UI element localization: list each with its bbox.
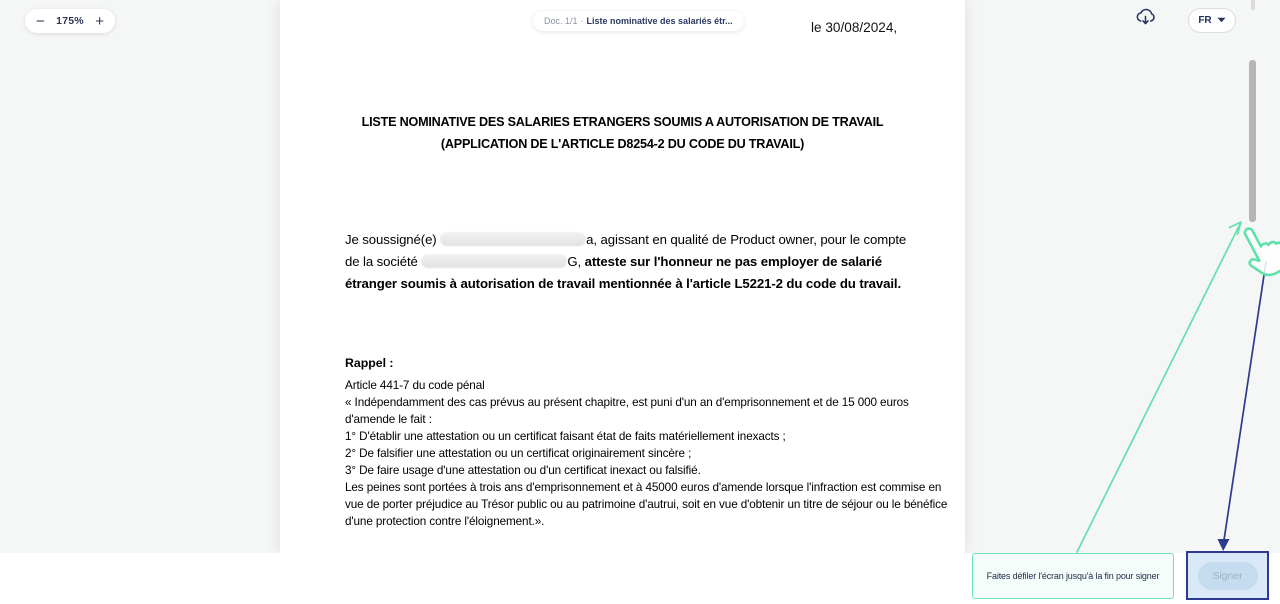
scroll-hint-tooltip: Faites défiler l'écran jusqu'à la fin pour signer <box>972 553 1174 599</box>
document-counter-badge <box>533 11 744 31</box>
cloud-download-icon <box>1134 7 1157 35</box>
zoom-out-button[interactable]: − <box>36 12 45 30</box>
document-intro-paragraph <box>345 229 906 295</box>
scrollbar-top-stub <box>1251 0 1255 10</box>
zoom-control <box>25 9 115 33</box>
text-line: 3° De faire usage d'une attestation ou d'un certificat inexact ou falsifié. <box>345 464 701 477</box>
text-line: d'amende le fait : <box>345 413 432 426</box>
intro-line: Je soussigné(e) a, agissant en qualité de Product owner, pour le compte <box>345 232 907 247</box>
text-line: Article 441-7 du code pénal <box>345 379 485 392</box>
download-document-button[interactable] <box>1132 8 1158 34</box>
rappel-heading: Rappel : <box>345 356 394 370</box>
redacted-name-blob <box>440 232 586 246</box>
pdf-page <box>280 0 965 553</box>
redacted-company-blob <box>421 254 567 268</box>
text-line: 1° D'établir une attestation ou un certificat faisant état de faits matériellement inexacts ; <box>345 430 786 443</box>
intro-line: de la société G, atteste sur l'honneur ne pas employer de salarié <box>345 254 882 269</box>
language-selector[interactable] <box>1188 8 1236 33</box>
text-line: vue de porter préjudice au Trésor public ou au patrimoine d'autrui, soit en vue d'obtenir un titre de séjour ou le bénéfice <box>345 498 948 511</box>
intro-line: étranger soumis à autorisation de travail mentionnée à l'article L5221-2 du code du travail. <box>345 276 902 291</box>
zoom-level: 175% <box>56 15 84 27</box>
zoom-in-button[interactable]: + <box>95 12 104 30</box>
language-code: FR <box>1198 15 1212 26</box>
text-line: « Indépendamment des cas prévus au présent chapitre, est puni d'un an d'emprisonnement et de 15 000 euros <box>345 396 909 409</box>
document-date: le 30/08/2024, <box>811 20 898 35</box>
doc-badge-separator: · <box>580 16 584 26</box>
sign-button[interactable]: Signer <box>1198 562 1258 590</box>
doc-badge-prefix: Doc. 1/1 <box>544 16 578 26</box>
document-title-line2: (APPLICATION DE L'ARTICLE D8254-2 DU CODE DU TRAVAIL) <box>440 137 805 151</box>
document-title-line1: LISTE NOMINATIVE DES SALARIES ETRANGERS SOUMIS A AUTORISATION DE TRAVAIL <box>361 115 884 129</box>
document-title <box>280 111 965 155</box>
doc-badge-title: Liste nominative des salariés étr... <box>586 16 733 26</box>
text-line: 2° De falsifier une attestation ou un certificat originairement sincère ; <box>345 447 692 460</box>
scrollbar-thumb[interactable] <box>1249 60 1256 222</box>
chevron-down-icon <box>1217 15 1226 26</box>
sign-button-highlight-box <box>1186 551 1269 600</box>
rappel-lines <box>345 377 947 530</box>
text-line: d'une protection contre l'éloignement.». <box>345 515 545 528</box>
text-line: Les peines sont portées à trois ans d'emprisonnement et à 45000 euros d'amende lorsque l'infraction est commise en <box>345 481 942 494</box>
rappel-section <box>345 356 947 530</box>
